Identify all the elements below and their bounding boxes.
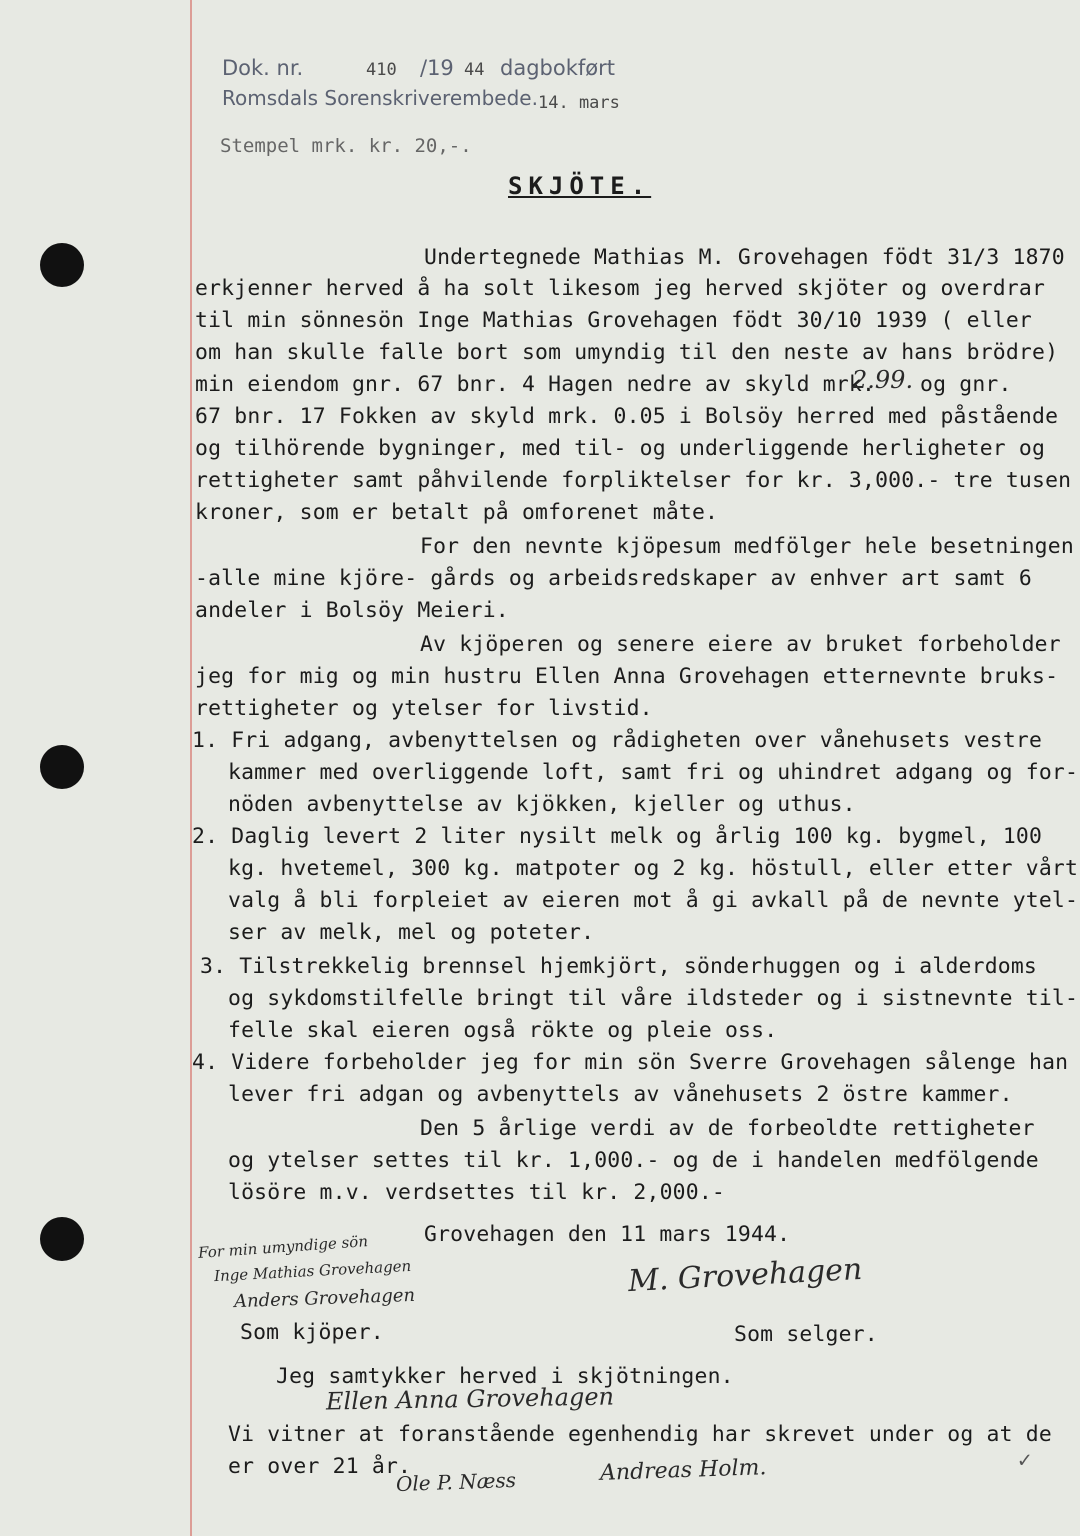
- body-line: om han skulle falle bort som umyndig til den neste av hans brödre): [195, 340, 1059, 365]
- body-line-tail: og gnr.: [920, 372, 1012, 397]
- stamp-year: 44: [464, 60, 485, 80]
- seller-role-label: Som selger.: [734, 1322, 878, 1347]
- body-line: andeler i Bolsöy Meieri.: [195, 598, 509, 623]
- witness-signature: Ole P. Næss: [395, 1467, 517, 1497]
- body-line: jeg for mig og min hustru Ellen Anna Grovehagen etternevnte bruks-: [195, 664, 1059, 689]
- body-line: rettigheter samt påhvilende forpliktelser for kr. 3,000.- tre tusen: [195, 468, 1072, 493]
- body-line: 67 bnr. 17 Fokken av skyld mrk. 0.05 i Bolsöy herred med påstående: [195, 404, 1059, 429]
- punch-hole: [40, 243, 84, 287]
- stamp-office: Romsdals Sorenskriverembede.: [222, 86, 538, 110]
- handwritten-line: For min umyndige sön: [197, 1232, 369, 1262]
- body-line: Av kjöperen og senere eiere av bruket forbeholder: [420, 632, 1061, 657]
- body-line: For den nevnte kjöpesum medfölger hele besetningen: [420, 534, 1074, 559]
- stamp-date: 14. mars: [538, 93, 620, 113]
- punch-hole: [40, 745, 84, 789]
- witness-line: er over 21 år.: [228, 1454, 412, 1479]
- stamp-doc-label: Dok. nr.: [222, 56, 304, 80]
- body-line: Den 5 årlige verdi av de forbeoldte rettigheter: [420, 1116, 1035, 1141]
- body-line: 4. Videre forbeholder jeg for min sön Sverre Grovehagen sålenge han: [192, 1050, 1069, 1075]
- body-line: kg. hvetemel, 300 kg. matpoter og 2 kg. höstull, eller etter vårt: [228, 856, 1079, 881]
- body-line: min eiendom gnr. 67 bnr. 4 Hagen nedre av skyld mrk.: [195, 372, 876, 397]
- buyer-role-label: Som kjöper.: [240, 1320, 384, 1345]
- body-line: ser av melk, mel og poteter.: [228, 920, 595, 945]
- body-line: kroner, som er betalt på omforenet måte.: [195, 500, 719, 525]
- body-line: lever fri adgan og avbenyttels av vånehusets 2 östre kammer.: [228, 1082, 1013, 1107]
- body-line: 2. Daglig levert 2 liter nysilt melk og årlig 100 kg. bygmel, 100: [192, 824, 1043, 849]
- stamp-year-label: /19: [420, 56, 454, 80]
- body-line: rettigheter og ytelser for livstid.: [195, 696, 653, 721]
- handwritten-skyld-value: 2.99.: [852, 366, 914, 394]
- body-line: valg å bli forpleiet av eieren mot å gi avkall på de nevnte ytel-: [228, 888, 1079, 913]
- body-line: lösöre m.v. verdsettes til kr. 2,000.-: [228, 1180, 725, 1205]
- body-line: og ytelser settes til kr. 1,000.- og de i handelen medfölgende: [228, 1148, 1039, 1173]
- handwritten-signature: Anders Grovehagen: [233, 1284, 416, 1313]
- stamp-doc-number: 410: [366, 60, 397, 80]
- handwritten-line: Inge Mathias Grovehagen: [213, 1256, 412, 1286]
- document-title: SKJÖTE.: [508, 172, 652, 200]
- place-date-line: Grovehagen den 11 mars 1944.: [424, 1222, 791, 1247]
- wife-signature: Ellen Anna Grovehagen: [325, 1382, 615, 1416]
- witness-signature: Andreas Holm.: [599, 1455, 767, 1486]
- stamp-dagbokfort: dagbokført: [500, 56, 615, 80]
- stamp-duty-line: Stempel mrk. kr. 20,-.: [220, 135, 472, 157]
- body-line: til min sönnesön Inge Mathias Grovehagen födt 30/10 1939 ( eller: [195, 308, 1033, 333]
- body-line: 1. Fri adgang, avbenyttelsen og rådigheten over vånehusets vestre: [192, 728, 1043, 753]
- check-mark: ✓: [1018, 1448, 1032, 1473]
- body-line: erkjenner herved å ha solt likesom jeg herved skjöter og overdrar: [195, 276, 1046, 301]
- body-line: felle skal eieren også rökte og pleie oss.: [228, 1018, 778, 1043]
- body-line: kammer med overliggende loft, samt fri og uhindret adgang og for-: [228, 760, 1079, 785]
- punch-hole: [40, 1217, 84, 1261]
- margin-rule: [190, 0, 192, 1536]
- body-line: og sykdomstilfelle bringt til våre ildsteder og i sistnevnte til-: [228, 986, 1079, 1011]
- consent-line: Jeg samtykker herved i skjötningen.: [276, 1364, 734, 1389]
- witness-line: Vi vitner at foranstående egenhendig har skrevet under og at de: [228, 1422, 1052, 1447]
- body-line: 3. Tilstrekkelig brennsel hjemkjört, sönderhuggen og i alderdoms: [200, 954, 1038, 979]
- body-line: og tilhörende bygninger, med til- og underliggende herligheter og: [195, 436, 1046, 461]
- seller-signature: M. Grovehagen: [627, 1251, 864, 1300]
- body-line: -alle mine kjöre- gårds og arbeidsredskaper av enhver art samt 6: [195, 566, 1033, 591]
- body-line: nöden avbenyttelse av kjökken, kjeller og uthus.: [228, 792, 856, 817]
- body-line: Undertegnede Mathias M. Grovehagen födt 31/3 1870: [424, 245, 1065, 270]
